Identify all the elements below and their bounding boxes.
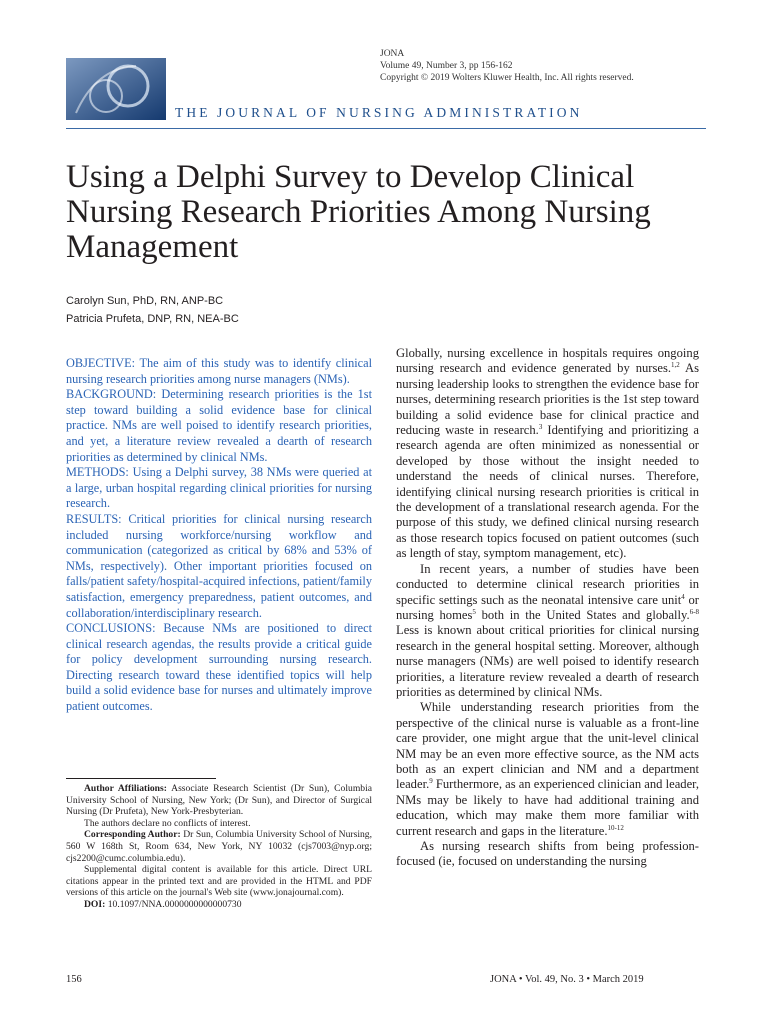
author-name: Patricia Prufeta, DNP, RN, NEA-BC — [66, 313, 239, 325]
body-text-run: In recent years, a number of studies have been conducted to determine clinical research priorities in specific settings such as the neonatal intensive care unit — [396, 561, 699, 607]
journal-logo — [66, 58, 166, 120]
abstract-objective — [66, 356, 372, 387]
citation-ref[interactable]: 6-8 — [689, 607, 699, 616]
author-list — [66, 292, 239, 328]
body-text-run: Furthermore, as an experienced clinician and leader, NMs may be likely to have had additional training and education, which may make them more familiar with current research and gaps in the literature. — [396, 777, 700, 838]
journal-abbrev: JONA — [380, 49, 405, 59]
footnote-rule — [66, 778, 216, 779]
abstract-text: Determining research priorities is the 1st step toward building a solid evidence base for clinical practice. NMs are well poised to identify research priorities, and yet, a literature review revealed a dearth of research priorities as determined by clinical NMs. — [66, 387, 372, 464]
abstract-results — [66, 512, 372, 621]
body-text-run: Identifying and prioritizing a research agenda are often minimized as nonessential or developed by those without the insight needed to understand the needs of clinical nurses. Therefore, identifying clinical nursing research priorities is critical in the development of a translational research agenda. For the purpose of this study, we defined clinical nursing research as those research topics focused on patient outcomes (such as length of stay, symptom management, etc). — [396, 423, 699, 561]
supplemental-note: Supplemental digital content is available for this article. Direct URL citations appear in the printed text and are provided in the HTML and PDF versions of this article on the journal's Web site (www.jonajournal.com). — [66, 864, 372, 899]
body-text-run: While understanding research priorities from the perspective of the clinical nurse is valuable as a front-line care provider, one might argue that the unit-level clinical NM may be an even more effective source, as the NM acts both as an expert clinician and NM and a department leader. — [396, 700, 699, 792]
doi-label: DOI: — [84, 898, 106, 910]
body-paragraph — [396, 346, 699, 562]
header-rule — [66, 128, 706, 129]
body-text-run: or nursing homes — [396, 592, 699, 622]
doi-note — [66, 899, 372, 911]
article-title: Using a Delphi Survey to Develop Clinical Nursing Research Priorities Among Nursing Management — [66, 159, 651, 265]
abstract — [66, 356, 372, 715]
body-text-run: both in the United States and globally. — [475, 607, 690, 622]
abstract-text: The aim of this study was to identify clinical nursing research priorities among nurse managers (NMs). — [66, 356, 372, 386]
citation-ref[interactable]: 10-12 — [607, 823, 624, 832]
body-paragraph — [396, 562, 699, 701]
citation-ref[interactable]: 3 — [538, 422, 543, 431]
body-text-run: Less is known about critical priorities for clinical nursing research in the general hospital setting. Moreover, although nurse managers (NMs) are well poised to identify research priorities, a literature review revealed a dearth of research priorities as determined by clinical NMs. — [396, 623, 699, 699]
correspondence-text: Dr Sun, Columbia University School of Nursing, 560 W 168th St, Room 634, New York, NY 10032 (cjs7003@nyp.org; cjs2200@cumc.columbia.edu). — [66, 829, 372, 864]
abstract-background — [66, 387, 372, 465]
citation-ref[interactable]: 1,2 — [671, 361, 680, 370]
correspondence-note — [66, 829, 372, 864]
body-paragraph — [396, 700, 699, 839]
abstract-label: METHODS: — [66, 465, 129, 480]
abstract-label: OBJECTIVE: — [66, 356, 135, 370]
affiliations-label: Author Affiliations: — [84, 783, 167, 794]
abstract-methods — [66, 465, 372, 512]
conflicts-note: The authors declare no conflicts of interest. — [84, 817, 251, 829]
journal-metadata — [380, 48, 634, 84]
body-text-run: As nursing leadership looks to strengthen the evidence base for nurses, determining research priorities is the 1st step toward building a solid evidence base for clinical practice and reducing waste in research. — [396, 361, 699, 438]
affiliations-note — [66, 783, 372, 818]
citation-ref[interactable]: 9 — [429, 777, 433, 786]
author-name: Carolyn Sun, PhD, RN, ANP-BC — [66, 295, 224, 307]
abstract-text: Because NMs are positioned to direct clinical research agendas, the results provide a critical guide for policy development surrounding nursing research. Directing research toward these identified topics will help build a solid evidence base for nurses and ultimately improve patient outcomes. — [66, 621, 372, 714]
body-text-run: Globally, nursing excellence in hospitals requires ongoing nursing research and evidence generated by nurses. — [396, 346, 699, 376]
abstract-label: BACKGROUND: — [66, 387, 157, 402]
citation-ref[interactable]: 5 — [472, 607, 476, 616]
body-paragraph: As nursing research shifts from being profession-focused (ie, focused on understanding the nursing — [396, 839, 699, 869]
correspondence-label: Corresponding Author: — [84, 829, 181, 841]
abstract-text: Critical priorities for clinical nursing research included nursing workforce/nursing workflow and communication (categorized as critical by 68% and 53% of NMs, respectively). Other important priorities focused on falls/patient safety/hospital-acquired infections, patient/family satisfaction, emergency preparedness, patient outcomes, and collaboration/interdisciplinary research. — [66, 511, 372, 620]
article-body — [396, 346, 699, 870]
abstract-label: RESULTS: — [66, 511, 122, 526]
page-number: 156 — [66, 974, 82, 985]
author-footnotes — [66, 783, 372, 911]
doi-link[interactable]: 10.1097/NNA.0000000000000730 — [107, 898, 242, 910]
copyright-line: Copyright © 2019 Wolters Kluwer Health, Inc. All rights reserved. — [380, 73, 634, 83]
affiliations-text: Associate Research Scientist (Dr Sun), Columbia University School of Nursing, New York; (Dr Sun), and Director of Surgical Nursing (Dr Prufeta), New York-Presbyterian. — [66, 783, 372, 818]
citation-ref[interactable]: 4 — [681, 592, 685, 601]
abstract-text: Using a Delphi survey, 38 NMs were queried at a large, urban hospital regarding clinical priorities for nursing research. — [66, 465, 373, 511]
abstract-conclusions — [66, 621, 372, 715]
journal-name: THE JOURNAL OF NURSING ADMINISTRATION — [175, 105, 583, 120]
abstract-label: CONCLUSIONS: — [66, 621, 156, 636]
volume-line: Volume 49, Number 3, pp 156-162 — [380, 61, 513, 71]
running-footer: JONA • Vol. 49, No. 3 • March 2019 — [490, 974, 644, 985]
